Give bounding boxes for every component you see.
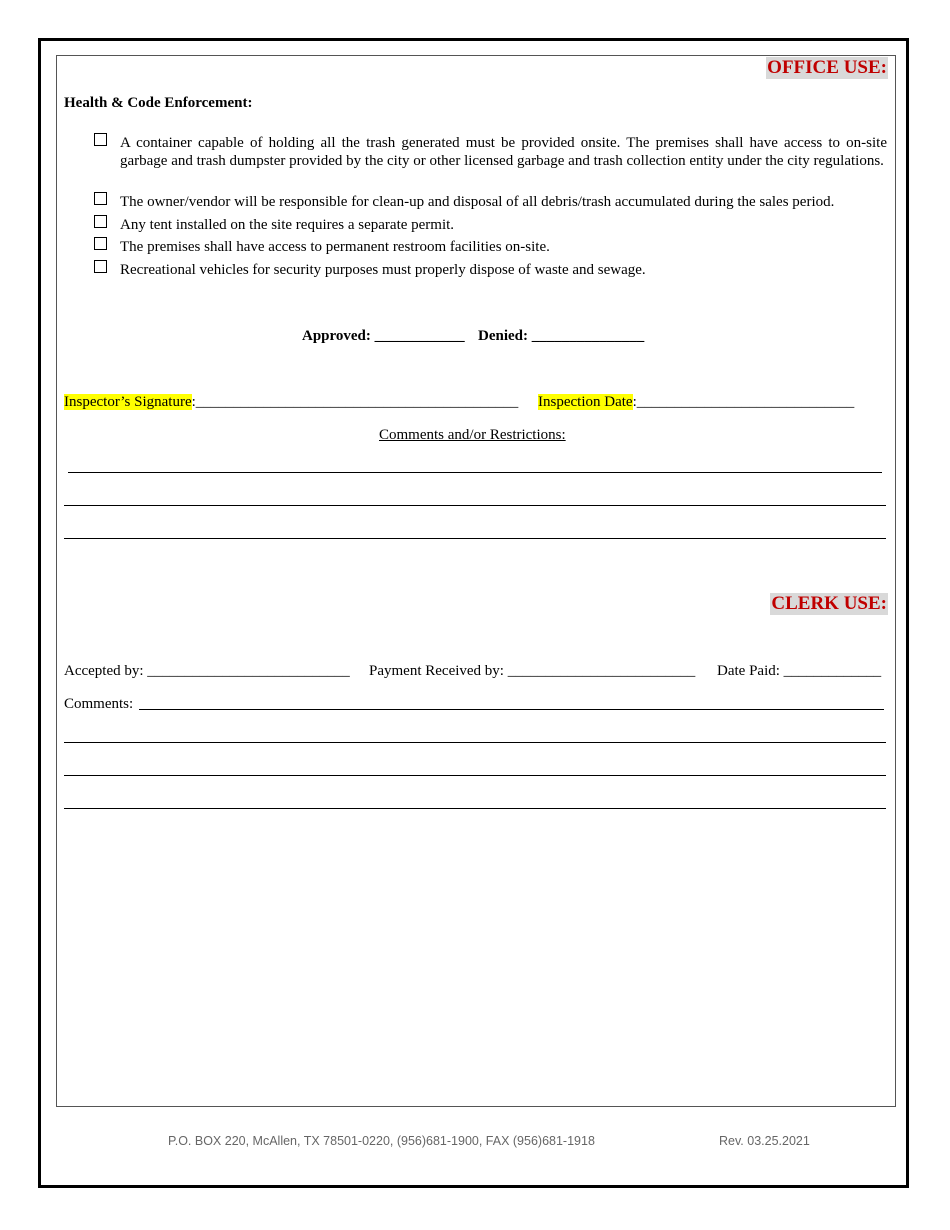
checklist-item-cleanup: The owner/vendor will be responsible for clean-up and disposal of all debris/trash accumulated during the sales period. <box>120 194 835 210</box>
comments-restrictions-title: Comments and/or Restrictions: <box>379 427 566 443</box>
clerk-comments-line[interactable] <box>64 808 886 809</box>
health-code-enforcement-title: Health & Code Enforcement: <box>64 95 253 111</box>
clerk-use-heading: CLERK USE: <box>771 593 887 614</box>
comments-line[interactable] <box>64 538 886 539</box>
payment-received-by-label: Payment Received by: _________________________ <box>369 663 696 679</box>
checkbox-recreational-vehicles[interactable] <box>94 260 107 273</box>
comments-line[interactable] <box>64 505 886 506</box>
checkbox-container-trash[interactable] <box>94 133 107 146</box>
inspector-signature-field[interactable] <box>64 393 518 411</box>
approved-field[interactable] <box>302 327 465 345</box>
payment-received-by-field[interactable] <box>369 662 695 680</box>
inspection-date-field[interactable] <box>538 393 854 411</box>
checkbox-cleanup[interactable] <box>94 192 107 205</box>
inspector-signature-line: :___________________________________________ <box>191 394 519 410</box>
date-paid-label: Date Paid: _____________ <box>717 663 882 679</box>
denied-label: Denied: _______________ <box>478 328 645 344</box>
checklist-item-restroom: The premises shall have access to permanent restroom facilities on-site. <box>120 239 550 255</box>
checklist-item-tent-permit: Any tent installed on the site requires a separate permit. <box>120 217 455 233</box>
clerk-comments-line[interactable] <box>139 709 884 710</box>
inspector-signature-label: Inspector’s Signature <box>64 394 192 410</box>
accepted-by-field[interactable] <box>64 662 350 680</box>
comments-line[interactable] <box>68 472 882 473</box>
checklist-item-recreational-vehicles: Recreational vehicles for security purposes must properly dispose of waste and sewage. <box>120 262 646 278</box>
inspection-date-label: Inspection Date <box>538 394 633 410</box>
checkbox-tent-permit[interactable] <box>94 215 107 228</box>
office-use-heading: OFFICE USE: <box>767 57 887 78</box>
footer-address: P.O. BOX 220, McAllen, TX 78501-0220, (956)681-1900, FAX (956)681-1918 <box>168 1134 595 1148</box>
denied-field[interactable] <box>478 327 644 345</box>
inspection-date-line: :_____________________________ <box>632 394 855 410</box>
footer-revision: Rev. 03.25.2021 <box>719 1134 810 1148</box>
form-content-border <box>56 55 896 1107</box>
checkbox-restroom[interactable] <box>94 237 107 250</box>
checklist-item-container-trash: A container capable of holding all the trash generated must be provided onsite. The premises shall have access to on-site garbage and trash dumpster provided by the city or other licensed garbage and trash collection entity under the city regulations. <box>120 135 887 169</box>
clerk-comments-line[interactable] <box>64 775 886 776</box>
approved-label: Approved: ____________ <box>302 328 465 344</box>
accepted-by-label: Accepted by: ___________________________ <box>64 663 350 679</box>
clerk-comments-label: Comments: <box>64 696 134 712</box>
clerk-comments-line[interactable] <box>64 742 886 743</box>
date-paid-field[interactable] <box>717 662 881 680</box>
